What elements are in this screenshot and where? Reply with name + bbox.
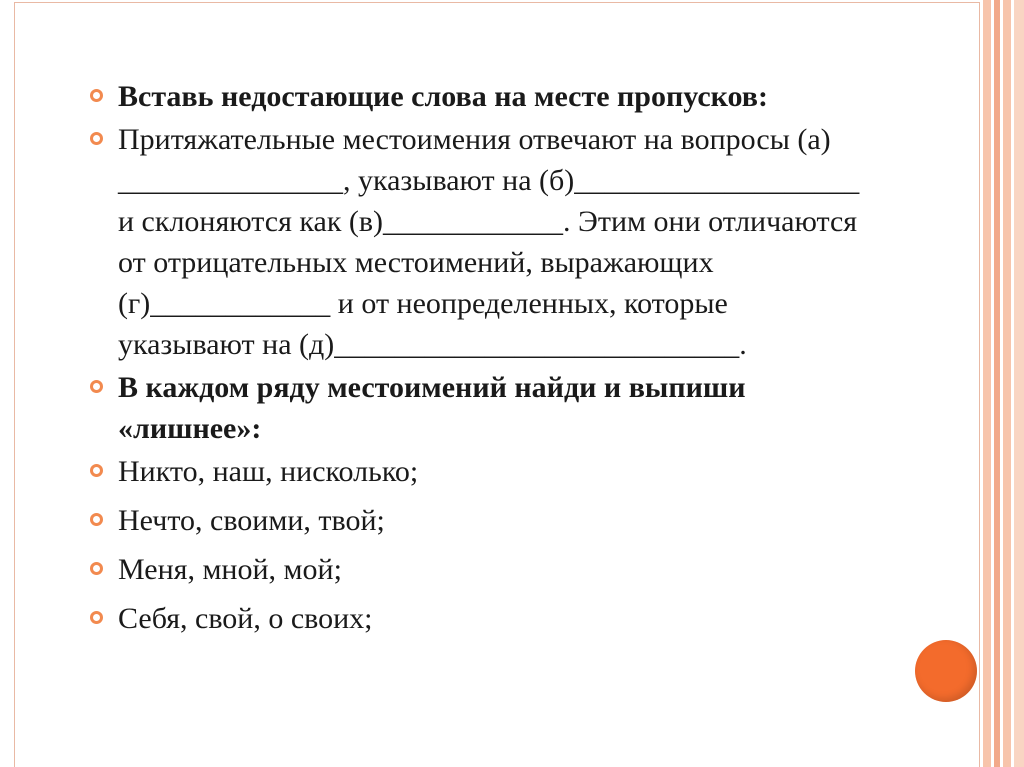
pronoun-row-1 — [90, 451, 870, 492]
bullet-icon — [90, 611, 103, 624]
decorative-stripes — [980, 0, 1024, 767]
decorative-circle — [915, 640, 977, 702]
pronoun-row-3 — [90, 549, 870, 590]
pronoun-row-4 — [90, 598, 870, 639]
pronoun-row-2 — [90, 500, 870, 541]
bullet-icon — [90, 562, 103, 575]
bullet-icon — [90, 380, 103, 393]
item-text: Никто, наш, нисколько; — [118, 455, 419, 488]
exercise-paragraph — [90, 119, 870, 365]
instruction-find-extra — [90, 367, 870, 449]
item-text: Вставь недостающие слова на месте пропусков: — [118, 80, 768, 113]
slide-content — [90, 76, 870, 647]
bullet-icon — [90, 89, 103, 102]
item-text: Притяжательные местоимения отвечают на вопросы (а) _______________, указывают на (б)___________________ и склоняются как (в)____________. Этим они отличаются от отрицательных местоимений, выражающих (г)____________ и от неопределенных, которые указывают на (д)___________________________. — [118, 123, 860, 361]
bullet-icon — [90, 132, 103, 145]
bullet-icon — [90, 464, 103, 477]
item-text: В каждом ряду местоимений найди и выпиши «лишнее»: — [118, 371, 746, 445]
bullet-icon — [90, 513, 103, 526]
item-text: Меня, мной, мой; — [118, 553, 342, 586]
item-text: Нечто, своими, твой; — [118, 504, 385, 537]
instruction-fill-gaps — [90, 76, 870, 117]
item-text: Себя, свой, о своих; — [118, 602, 373, 635]
